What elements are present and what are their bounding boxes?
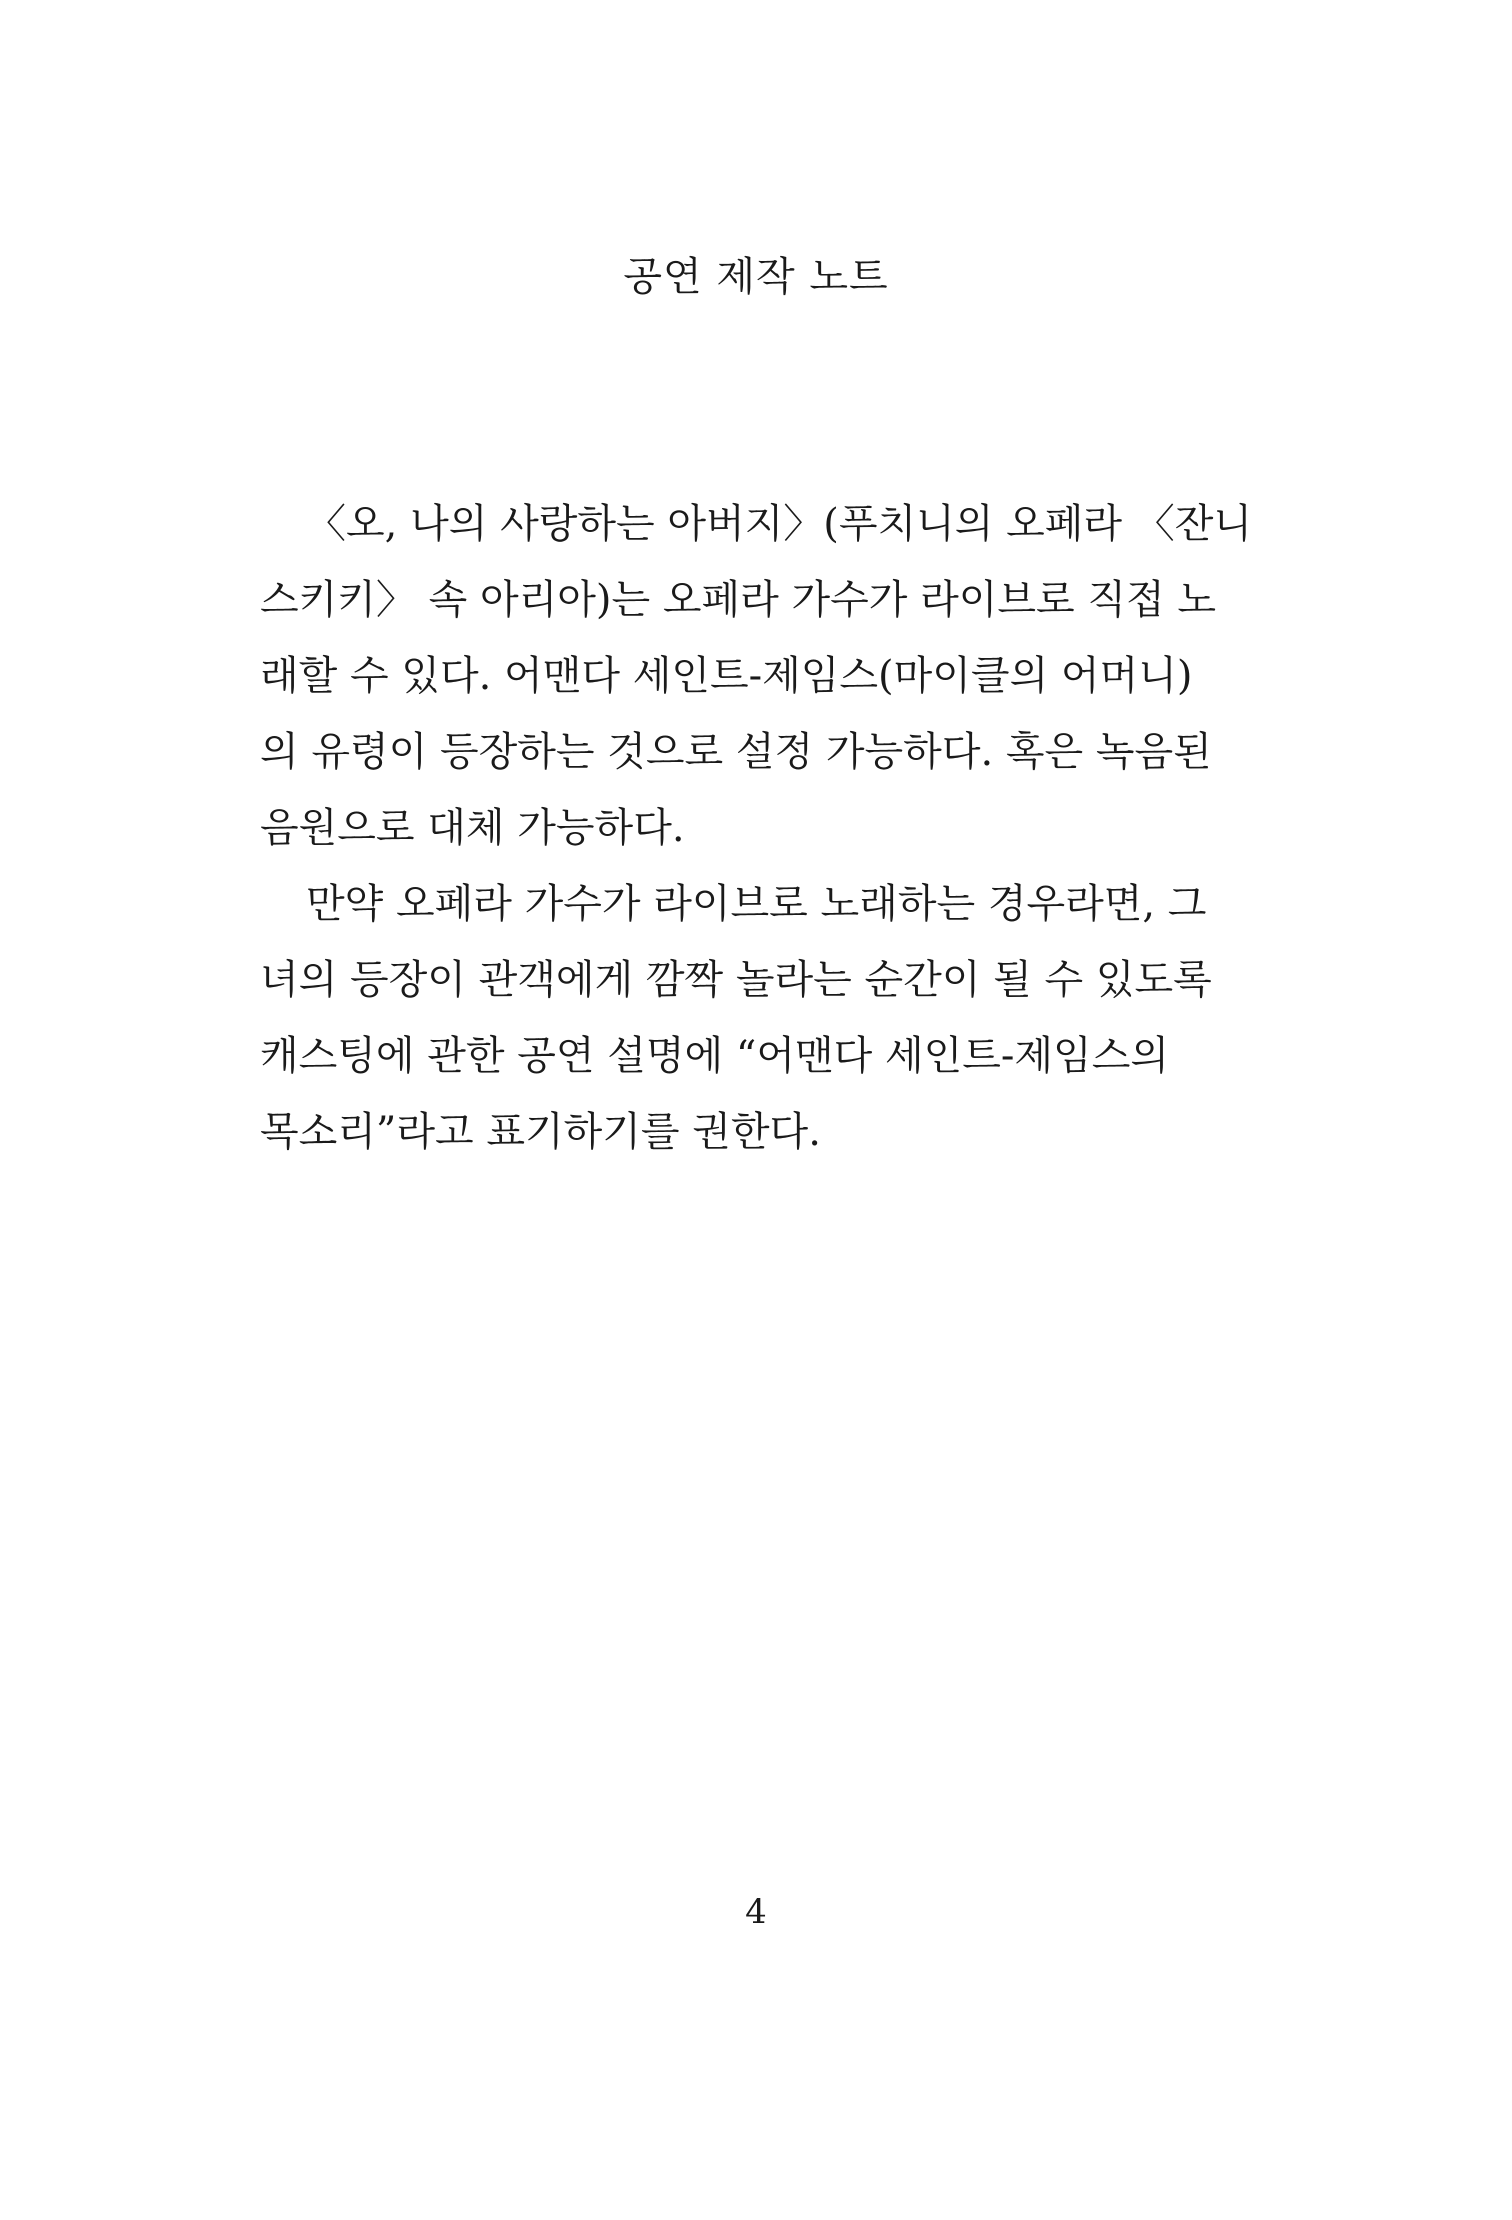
paragraph-2-line-3: 캐스팅에 관한 공연 설명에 “어맨다 세인트-제임스의	[260, 1033, 1169, 1079]
paragraph-2-line-1: 만약 오페라 가수가 라이브로 노래하는 경우라면, 그	[306, 881, 1207, 927]
paragraph-1-line-3: 래할 수 있다. 어맨다 세인트-제임스(마이클의 어머니)	[260, 653, 1193, 699]
page-number: 4	[745, 1892, 767, 1932]
paragraph-1-line-1: 〈오, 나의 사랑하는 아버지〉(푸치니의 오페라 〈잔니	[306, 501, 1253, 547]
paragraph-1-line-5: 음원으로 대체 가능하다.	[260, 805, 685, 851]
paragraph-1-line-2: 스키키〉 속 아리아)는 오페라 가수가 라이브로 직접 노	[260, 577, 1217, 623]
page-title: 공연 제작 노트	[623, 254, 889, 300]
paragraph-2-line-4: 목소리”라고 표기하기를 권한다.	[260, 1109, 821, 1155]
body-text	[260, 486, 1260, 1170]
paragraph-1-line-4: 의 유령이 등장하는 것으로 설정 가능하다. 혹은 녹음된	[260, 729, 1212, 775]
paragraph-2-line-2: 녀의 등장이 관객에게 깜짝 놀라는 순간이 될 수 있도록	[260, 957, 1212, 1003]
